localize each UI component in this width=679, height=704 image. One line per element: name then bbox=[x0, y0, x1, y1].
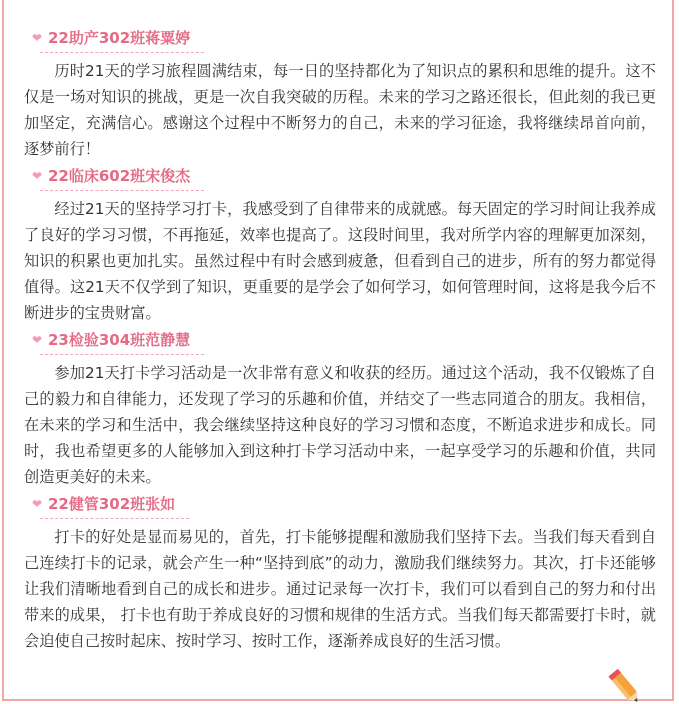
section-heading-text: 22健管302班张如 bbox=[48, 495, 176, 513]
section-body-2: 经过21天的坚持学习打卡，我感受到了自律带来的成就感。每天固定的学习时间让我养成了良好的学习习惯，不再拖延，效率也提高了。这段时间里，我对所学内容的理解更加深刻，知识的积累也更加扎实。虽然过程中有时会感到疲惫，但看到自己的进步，所有的努力都觉得值得。这21天不仅学到了知识，更重要的是学会了如何学习，如何管理时间，这将是我今后不断进步的宝贵财富。 bbox=[24, 200, 656, 322]
heading-underline bbox=[40, 354, 204, 355]
section-heading-3 bbox=[30, 328, 194, 352]
heart-icon: ❤ bbox=[32, 333, 43, 347]
heading-underline bbox=[40, 518, 189, 519]
heading-underline bbox=[40, 52, 204, 53]
pencil-icon bbox=[605, 664, 647, 704]
heart-icon: ❤ bbox=[32, 497, 43, 511]
section-heading-1 bbox=[30, 26, 194, 50]
heart-icon: ❤ bbox=[32, 169, 43, 183]
section-body-1: 历时21天的学习旅程圆满结束，每一日的坚持都化为了知识点的累积和思维的提升。这不仅是一场对知识的挑战，更是一次自我突破的历程。未来的学习之路还很长，但此刻的我已更加坚定，充满信心。感谢这个过程中不断努力的自己，未来的学习征途，我将继续昂首向前，逐梦前行！ bbox=[24, 62, 656, 158]
section-heading-4 bbox=[30, 492, 179, 516]
heading-underline bbox=[40, 190, 204, 191]
section-heading-text: 22助产302班蒋粟婷 bbox=[48, 29, 191, 47]
section-body-3: 参加21天打卡学习活动是一次非常有意义和收获的经历。通过这个活动，我不仅锻炼了自己的毅力和自律能力，还发现了学习的乐趣和价值，并结交了一些志同道合的朋友。我相信，在未来的学习和生活中，我会继续坚持这种良好的学习习惯和态度，不断追求进步和成长。同时，我也希望更多的人能够加入到这种打卡学习活动中来，一起享受学习的乐趣和价值，共同创造更美好的未来。 bbox=[24, 364, 656, 486]
heart-icon: ❤ bbox=[32, 31, 43, 45]
section-heading-text: 23检验304班范静慧 bbox=[48, 331, 191, 349]
section-heading-2 bbox=[30, 164, 194, 188]
section-body-4: 打卡的好处是显而易见的，首先，打卡能够提醒和激励我们坚持下去。当我们每天看到自己连续打卡的记录，就会产生一种“坚持到底”的动力，激励我们继续努力。其次，打卡还能够让我们清晰地看到自己的成长和进步。通过记录每一次打卡，我们可以看到自己的努力和付出带来的成果， 打卡也有助于养成良好的习惯和规律的生活方式。当我们每天都需要打卡时，就会迫使自己按时起床、按时学习、按时工作，逐渐养成良好的生活习惯。 bbox=[24, 528, 656, 650]
section-heading-text: 22临床602班宋俊杰 bbox=[48, 167, 191, 185]
